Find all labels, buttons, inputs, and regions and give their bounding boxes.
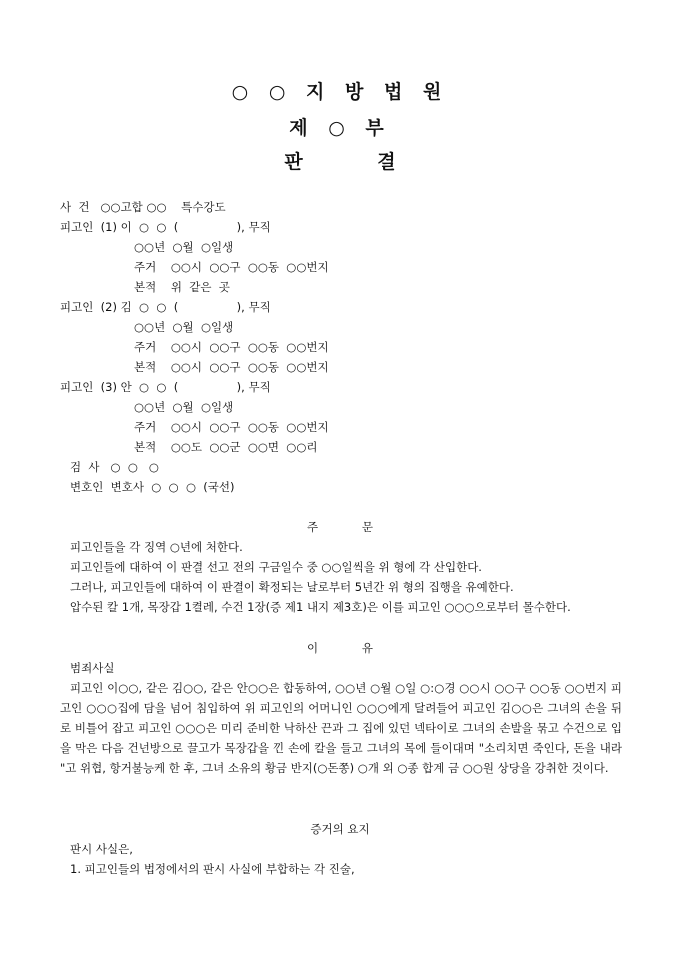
prosecutor-line: 검 사 ○ ○ ○ [70, 460, 159, 474]
defendant-3-address: 주거 ○○시 ○○구 ○○동 ○○번지 [134, 420, 329, 434]
case-line: 사 건 ○○고합 ○○ 특수강도 [60, 200, 226, 214]
ruling-paragraph-4: 압수된 칼 1개, 목장갑 1켤레, 수건 1장(증 제1 내지 제3호)은 이를 피고인 ○○○으로부터 몰수한다. [70, 600, 571, 614]
defendant-3-birth: ○○년 ○월 ○일생 [134, 400, 234, 414]
defendant-2-address: 주거 ○○시 ○○구 ○○동 ○○번지 [134, 340, 329, 354]
division-name: 제 ○ 부 [289, 117, 391, 139]
evidence-item-1: 1. 피고인들의 법정에서의 판시 사실에 부합하는 각 진술, [70, 862, 355, 876]
document-type: 판 결 [284, 151, 430, 173]
counsel-line: 변호인 변호사 ○ ○ ○ (국선) [70, 480, 235, 494]
facts-body: 피고인 이○○, 같은 김○○, 같은 안○○은 합동하여, ○○년 ○월 ○일 ○:○경 ○○시 ○○구 ○○동 ○○번지 피고인 ○○○집에 담을 넘어 침입하여 위 피고인의 어머니인 ○○○에게 달려들어 피고인 김○○은 그녀의 손을 뒤로 비틀어 잡고 피고인 ○○○은 미리 준비한 낙하산 끈과 그 집에 있던 넥타이로 그녀의 손발을 묶고 수건으로 입을 막은 다음 건넌방으로 끌고가 목장갑을 낀 손에 칼을 들고 그녀의 목에 들이대며 "소리치면 죽인다, 돈을 내라 "고 위협, 항거불능케 한 후, 그녀 소유의 황금 반지(○돈쫑) ○개 외 ○종 합계 금 ○○원 상당을 강취한 것이다. [60, 681, 622, 775]
evidence-intro: 판시 사실은, [70, 842, 133, 856]
defendant-1-address: 주거 ○○시 ○○구 ○○동 ○○번지 [134, 260, 329, 274]
ruling-heading: 주 문 [306, 520, 374, 534]
defendant-3-registered-domicile: 본적 ○○도 ○○군 ○○면 ○○리 [134, 440, 318, 454]
facts-subheading: 범죄사실 [70, 661, 115, 675]
defendant-1-line: 피고인 (1) 이 ○ ○ ( ), 무직 [60, 220, 271, 234]
defendant-1-birth: ○○년 ○월 ○일생 [134, 240, 234, 254]
defendant-2-birth: ○○년 ○월 ○일생 [134, 320, 234, 334]
court-name: ○ ○ 지 방 법 원 [231, 81, 449, 103]
defendant-2-line: 피고인 (2) 김 ○ ○ ( ), 무직 [60, 300, 271, 314]
ruling-paragraph-1: 피고인들을 각 징역 ○년에 처한다. [70, 540, 243, 554]
ruling-paragraph-2: 피고인들에 대하여 이 판결 선고 전의 구금일수 중 ○○일씩을 위 형에 각 산입한다. [70, 560, 482, 574]
ruling-paragraph-3: 그러나, 피고인들에 대하여 이 판결이 확정되는 날로부터 5년간 위 형의 집행을 유예한다. [70, 580, 514, 594]
defendant-1-registered-domicile: 본적 위 같은 곳 [134, 280, 230, 294]
evidence-heading: 증거의 요지 [310, 822, 370, 836]
reasons-heading: 이 유 [306, 641, 374, 655]
defendant-2-registered-domicile: 본적 ○○시 ○○구 ○○동 ○○번지 [134, 360, 329, 374]
defendant-3-line: 피고인 (3) 안 ○ ○ ( ), 무직 [60, 380, 271, 394]
